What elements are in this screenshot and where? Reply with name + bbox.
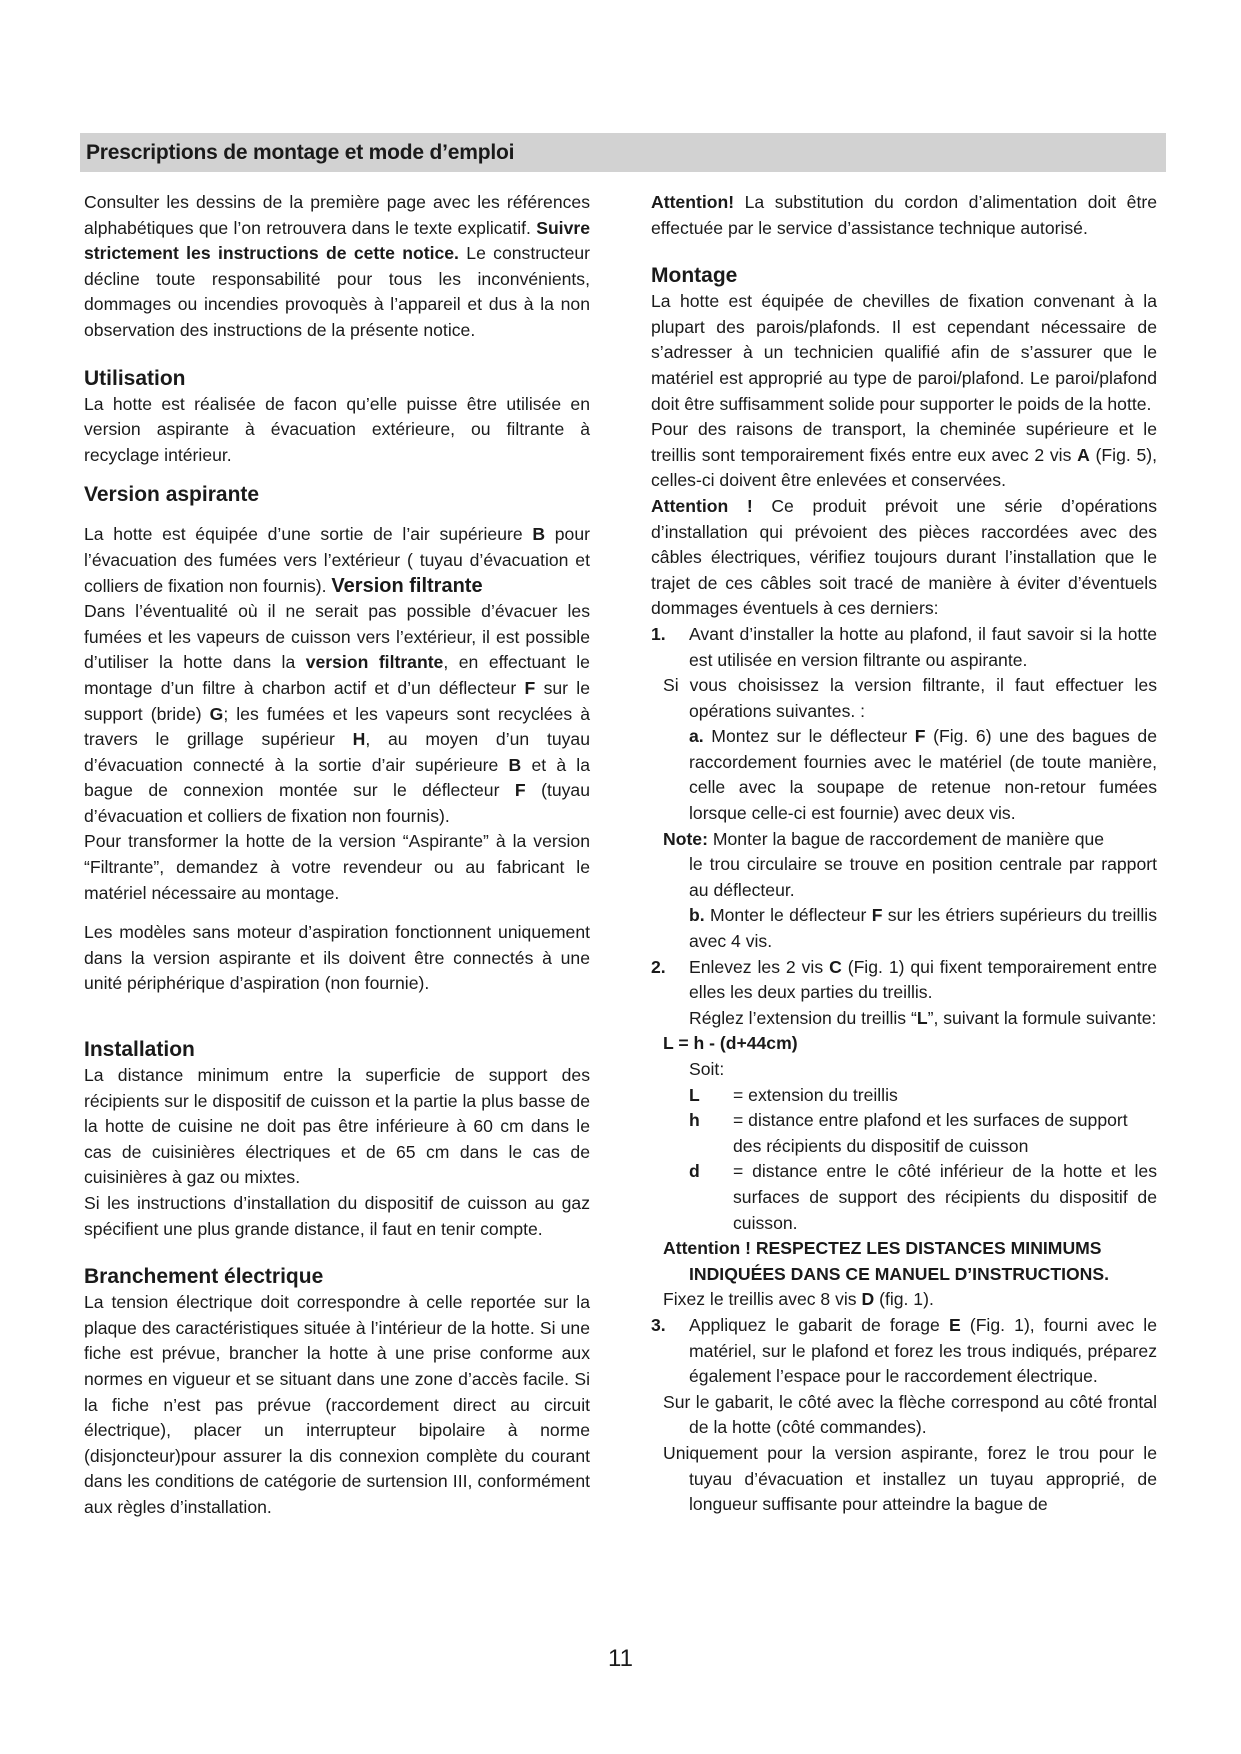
step-2-text — [689, 955, 1157, 1006]
ref-C: C — [829, 956, 842, 977]
utilisation-text: La hotte est réalisée de facon qu’elle puisse être utilisée en version aspirante à évacuation extérieure, ou filtrante à recyclage intérieur. — [84, 393, 590, 465]
page-number: 11 — [608, 1645, 633, 1672]
montage-text-2 — [651, 417, 1157, 494]
va-text-1: La hotte est équipée d’une sortie de l’air supérieure — [84, 524, 533, 545]
attention-paragraph — [651, 190, 1157, 241]
step-2-reglez — [651, 1006, 1157, 1032]
step-1-text: Avant d’installer la hotte au plafond, il faut savoir si la hotte est utilisée en version filtrante ou aspirante. — [689, 623, 1157, 670]
definition-d-value: = distance entre le côté inférieur de la hotte et les surfaces de support des récipients du dispositif de cuisson. — [733, 1161, 1157, 1233]
version-aspirante-text — [84, 522, 590, 599]
formula — [651, 1031, 1157, 1057]
ref-H: H — [352, 729, 366, 750]
right-column — [651, 190, 1157, 1518]
soit-label: Soit: — [689, 1059, 725, 1079]
intro-text: Consulter les dessins de la première page avec les références alphabétiques que l’on retrouvera dans le texte explicatif. — [84, 192, 590, 238]
definition-d — [651, 1159, 1157, 1236]
intro-paragraph — [84, 190, 590, 344]
definition-h — [651, 1108, 1157, 1159]
vf-text-1: Dans l’éventualité où il ne serait pas possible d’évacuer les fumées et les vapeurs de cuisson vers l’extérieur, il est possible d’utiliser la hotte dans la — [84, 601, 590, 673]
formula-text: L = h - (d+44cm) — [663, 1033, 798, 1054]
version-filtrante-heading: Version filtrante — [331, 574, 483, 597]
definition-d-key: d — [689, 1161, 700, 1182]
step-1-sub: Si vous choisissez la version filtrante, il faut effectuer les opérations suivantes. : — [663, 675, 1157, 721]
vf-text-4: ; les fumées et les vapeurs sont recyclées à travers le grillage supérieur — [84, 703, 590, 750]
fixez-line — [651, 1287, 1157, 1313]
fixez-text-1: Fixez le treillis avec 8 vis — [663, 1289, 862, 1310]
version-aspirante-heading: Version aspirante — [84, 483, 260, 507]
step-3-text-1: Appliquez le gabarit de forage — [689, 1314, 949, 1335]
vf-text-3: sur le support (bride) — [84, 677, 590, 724]
attention3-line-1 — [651, 1236, 1157, 1262]
step-2-text-2: (Fig. 1) qui fixent temporairement entre elles les deux parties du treillis. — [689, 956, 1157, 1003]
definition-L-value: = extension du treillis — [733, 1084, 898, 1105]
attention2-label: Attention ! — [651, 495, 753, 516]
installation-heading: Installation — [84, 1038, 195, 1062]
step-1-a-text-2: (Fig. 6) une des bagues de raccordement fournies avec le matériel (de toute manière, celle avec la soupape de retenue non-retour fumées lorsque celle-ci est fournie) avec deux vis. — [689, 726, 1157, 824]
fixez-text-2: (fig. 1). — [874, 1289, 934, 1310]
montage-text-2a: Pour des raisons de transport, la cheminée supérieure et le treillis sont temporairement fixés entre eux avec 2 vis — [651, 419, 1157, 465]
vf-text-7: (tuyau d’évacuation et colliers de fixation non fournis). — [84, 780, 590, 826]
step-2-reglez-2: ”, suivant la formule suivante: — [927, 1007, 1157, 1028]
montage-text-2b: (Fig. 5), celles-ci doivent être enlevées et conservées. — [651, 444, 1158, 491]
attention-label: Attention! — [651, 192, 735, 212]
step-3-uniquement: Uniquement pour la version aspirante, forez le trou pour le tuyau d’évacuation et installez un tuyau approprié, de longueur suffisante pour atteindre la bague de — [663, 1442, 1157, 1515]
definition-h-key: h — [689, 1110, 700, 1131]
step-3 — [651, 1313, 1157, 1390]
page-title: Prescriptions de montage et mode d’emploi — [86, 141, 515, 164]
attention3-line-2 — [651, 1262, 1157, 1288]
step-1-b-text-1: Monter le déflecteur — [704, 905, 872, 926]
version-filtrante-text — [84, 599, 590, 829]
step-2 — [651, 955, 1157, 1006]
definition-L-key: L — [689, 1084, 700, 1105]
installation-text-1: La distance minimum entre la superficie de support des récipients sur le dispositif de cuisson et la partie la plus basse de la hotte de cuisine ne doit pas être inférieure à 60 cm dans le cas de cuisinières électriques et de 65 cm dans le cas de cuisinières à gaz ou mixtes. — [84, 1065, 590, 1188]
step-2-reglez-1: Réglez l’extension du treillis “ — [689, 1007, 917, 1028]
note-line — [651, 827, 1157, 853]
note-text: Monter la bague de raccordement de manière que — [707, 828, 1105, 849]
vf-bold: version filtrante — [305, 652, 444, 673]
step-1-b-text-2: sur les étriers supérieurs du treillis avec 4 vis. — [689, 905, 1157, 952]
intro-bold-text: Suivre strictement les instructions de cette notice. — [84, 217, 590, 264]
left-column — [84, 190, 590, 1521]
ref-A: A — [1077, 444, 1090, 465]
ref-F-2: F — [514, 780, 526, 801]
definition-h-value: = distance entre plafond et les surfaces de support des récipients du dispositif de cuisson — [733, 1110, 1128, 1156]
definition-L — [651, 1083, 1157, 1109]
step-1-number: 1. — [651, 623, 666, 644]
attention-text: La substitution du cordon d’alimentation doit être effectuée par le service d’assistance technique autorisé. — [651, 192, 1157, 238]
ref-L: L — [916, 1007, 928, 1028]
utilisation-heading: Utilisation — [84, 366, 186, 390]
ref-G: G — [209, 703, 224, 724]
installation-text-2: Si les instructions d’installation du dispositif de cuisson au gaz spécifient une plus grande distance, il faut en tenir compte. — [84, 1193, 590, 1239]
step-1 — [651, 622, 1157, 673]
vf-text-6: et à la bague de connexion montée sur le déflecteur — [84, 754, 590, 801]
montage-heading: Montage — [651, 264, 738, 288]
step-2-text-1: Enlevez les 2 vis — [689, 956, 830, 977]
step-1-a-text-1: Montez sur le déflecteur — [703, 726, 915, 747]
section-header-bar — [80, 133, 1166, 172]
step-1-b — [651, 903, 1157, 954]
attention2-text: Ce produit prévoit une série d’opérations d’installation qui prévoient des pièces raccordées avec des câbles électriques, vérifiez toujours durant l’installation que le trajet de ces câbles soit tracé de manière à éviter d’éventuels dommages éventuels à ces derniers: — [651, 495, 1157, 619]
branchement-text: La tension électrique doit correspondre à celle reportée sur la plaque des caractéristiques située à l’intérieur de la hotte. Si une fiche est prévue, brancher la hotte à une prise conforme aux normes en vigueur et se situant dans une zone d’accès facile. Si la fiche n’est pas prévue (raccordement direct au circuit électrique), placer un interrupteur bipolaire à norme (disjoncteur)pour assurer la dis connexion complète du courant dans les conditions de catégorie de surtension III, conformément aux règles d’installation. — [84, 1292, 590, 1517]
attention2-paragraph — [651, 494, 1157, 622]
models-text: Les modèles sans moteur d’aspiration fonctionnent uniquement dans la version aspirante et ils doivent être connectés à une unité périphérique d’aspiration (non fournie). — [84, 922, 590, 994]
intro-text-2: Le constructeur décline toute responsabilité pour tous les inconvénients, dommages ou incendies provoquès à l’appareil et dus à la non observation des instructions de la présente notice. — [84, 243, 590, 340]
va-text-2: pour l’évacuation des fumées vers l’extérieur ( tuyau d’évacuation et colliers de fixation non fournis). — [84, 524, 590, 596]
step-3-gabarit: Sur le gabarit, le côté avec la flèche correspond au côté frontal de la hotte (côté commandes). — [663, 1391, 1157, 1438]
vf-text-5: , au moyen d’un tuyau d’évacuation connecté à la sortie d’air supérieure — [84, 729, 590, 775]
ref-B: B — [532, 524, 546, 545]
ref-F-4: F — [871, 905, 883, 926]
vf-text-2: , en effectuant le montage d’un filtre à charbon actif et d’un déflecteur — [84, 652, 590, 698]
step-3-text-2: (Fig. 1), fourni avec le matériel, sur le plafond et forez les trous indiqués, préparez également l’espace pour le raccordement électrique. — [689, 1314, 1157, 1387]
step-1-b-label: b. — [689, 905, 705, 926]
ref-E: E — [948, 1314, 961, 1335]
step-3-text — [689, 1313, 1157, 1390]
note-text-2: le trou circulaire se trouve en position centrale par rapport au déflecteur. — [689, 854, 1157, 900]
transform-text: Pour transformer la hotte de la version “Aspirante” à la version “Filtrante”, demandez à votre revendeur ou au fabricant le matériel nécessaire au montage. — [84, 831, 590, 903]
attention3-text-2: INDIQUÉES DANS CE MANUEL D’INSTRUCTIONS. — [689, 1263, 1109, 1284]
note-label: Note: — [663, 828, 708, 849]
ref-F-3: F — [914, 726, 926, 747]
ref-F: F — [524, 677, 536, 698]
ref-D: D — [861, 1289, 875, 1310]
branchement-heading: Branchement électrique — [84, 1265, 324, 1289]
attention3-text-1: Attention ! RESPECTEZ LES DISTANCES MINIMUMS — [663, 1238, 1102, 1259]
step-3-number: 3. — [651, 1314, 666, 1335]
ref-B-2: B — [508, 754, 522, 775]
step-1-a-label: a. — [689, 726, 704, 747]
montage-text-1: La hotte est équipée de chevilles de fixation convenant à la plupart des parois/plafonds. Il est cependant nécessaire de s’adresser à un technicien qualifié afin de s’assurer que le matériel est approprié au type de paroi/plafond. Le paroi/plafond doit être suffisamment solide pour supporter le poids de la hotte. — [651, 291, 1157, 414]
step-2-number: 2. — [651, 956, 666, 977]
step-1-a — [651, 724, 1157, 826]
